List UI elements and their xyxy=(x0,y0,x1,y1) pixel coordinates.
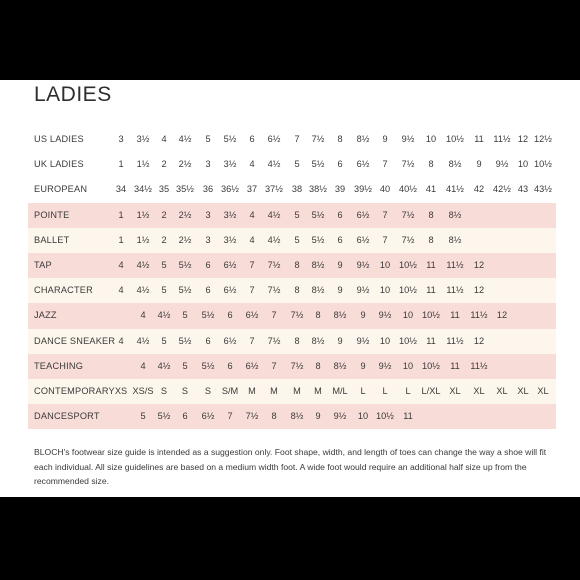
size-cell: 12 xyxy=(496,310,508,321)
table-row xyxy=(28,127,556,152)
size-cell: 6 xyxy=(227,360,233,371)
size-cell: 7½ xyxy=(401,209,415,220)
size-cell: 2½ xyxy=(178,159,192,170)
size-cell: 5½ xyxy=(311,209,325,220)
size-cell: 5½ xyxy=(311,234,325,245)
size-cell: 41½ xyxy=(446,184,464,195)
size-cell: 1 xyxy=(118,234,124,245)
size-cell: 3 xyxy=(118,134,124,144)
size-cell: 7½ xyxy=(290,310,304,321)
size-cell: 2½ xyxy=(178,209,192,220)
row-label: TEACHING xyxy=(34,360,84,371)
size-cell: 1½ xyxy=(136,159,150,170)
size-cell: 41 xyxy=(425,184,437,195)
size-cell: 10½ xyxy=(376,411,394,422)
size-cell: 8½ xyxy=(448,209,462,220)
size-cell: 5 xyxy=(140,411,146,422)
size-cell: 6 xyxy=(337,159,343,170)
size-cell: 7½ xyxy=(267,285,281,296)
size-cell: 4 xyxy=(140,360,146,371)
size-cell: 4½ xyxy=(157,310,171,321)
size-cell: 5½ xyxy=(201,360,215,371)
size-cell: 10 xyxy=(425,134,437,144)
size-cell: 8 xyxy=(428,234,434,245)
size-cell: 11½ xyxy=(446,259,464,270)
size-cell: S xyxy=(181,385,189,396)
size-cell: 34 xyxy=(115,184,127,195)
size-cell: 6½ xyxy=(245,310,259,321)
size-cell: 7½ xyxy=(267,259,281,270)
size-cell: 3½ xyxy=(223,234,237,245)
size-table xyxy=(28,127,556,429)
table-row xyxy=(28,329,556,354)
size-cell: 8 xyxy=(428,159,434,170)
size-cell: 4 xyxy=(249,234,255,245)
size-cell: 6 xyxy=(205,335,211,346)
size-cell: XS/S xyxy=(132,385,154,396)
size-cell: 11 xyxy=(426,259,436,270)
size-cell: 7 xyxy=(382,159,388,170)
size-cell: 6 xyxy=(227,310,233,321)
table-row xyxy=(28,278,556,303)
size-cell: 5½ xyxy=(223,134,237,144)
size-cell: 5½ xyxy=(178,259,192,270)
size-cell: 8½ xyxy=(448,159,462,170)
table-row xyxy=(28,253,556,278)
size-cell: 9 xyxy=(337,285,343,296)
size-cell: XL xyxy=(473,385,485,396)
size-cell: 9½ xyxy=(333,411,347,422)
size-cell: 11 xyxy=(450,360,460,371)
size-cell: 39½ xyxy=(354,184,372,195)
size-cell: 10 xyxy=(517,159,529,170)
row-label: DANCESPORT xyxy=(34,411,100,422)
size-cell: 6½ xyxy=(223,335,237,346)
size-cell: 9½ xyxy=(378,360,392,371)
size-cell: L xyxy=(360,385,366,396)
table-row xyxy=(28,303,556,328)
row-label: BALLET xyxy=(34,234,70,245)
size-cell: 4 xyxy=(118,259,124,270)
size-cell: 4 xyxy=(249,159,255,170)
row-label: POINTE xyxy=(34,209,70,220)
size-cell: 10 xyxy=(379,285,391,296)
size-cell: 8 xyxy=(428,209,434,220)
size-cell: 5½ xyxy=(157,411,171,422)
size-cell: 6 xyxy=(205,285,211,296)
size-cell: 7 xyxy=(271,360,277,371)
size-cell: 3 xyxy=(205,209,211,220)
size-cell: 7 xyxy=(271,310,277,321)
size-cell: L xyxy=(382,385,388,396)
size-cell: 6 xyxy=(205,259,211,270)
size-cell: 9 xyxy=(382,134,388,144)
size-cell: 10 xyxy=(379,335,391,346)
size-cell: 11½ xyxy=(446,285,464,296)
size-cell: 11½ xyxy=(470,360,488,371)
size-cell: 3½ xyxy=(223,209,237,220)
size-cell: 7½ xyxy=(245,411,259,422)
size-cell: 4 xyxy=(161,134,167,144)
size-cell: 8 xyxy=(271,411,277,422)
size-cell: 7½ xyxy=(267,335,281,346)
size-cell: 10½ xyxy=(422,360,440,371)
size-cell: 39 xyxy=(334,184,346,195)
size-cell: 6½ xyxy=(245,360,259,371)
size-cell: 2 xyxy=(161,159,167,170)
size-cell: 8½ xyxy=(311,335,325,346)
size-cell: 11 xyxy=(426,285,436,296)
size-cell: 7½ xyxy=(311,134,325,144)
size-cell: 9 xyxy=(360,360,366,371)
size-cell: 38½ xyxy=(309,184,327,195)
size-cell: 7½ xyxy=(401,159,415,170)
size-cell: 9½ xyxy=(401,134,415,144)
size-cell: S xyxy=(160,385,168,396)
size-cell: 7 xyxy=(294,134,300,144)
size-cell: L xyxy=(405,385,411,396)
size-cell: 36 xyxy=(202,184,214,195)
size-cell: 11½ xyxy=(446,335,464,346)
size-cell: 4½ xyxy=(267,159,281,170)
size-cell: 7 xyxy=(249,335,255,346)
table-row xyxy=(28,354,556,379)
size-cell: 35 xyxy=(158,184,170,195)
size-cell: 5½ xyxy=(311,159,325,170)
size-cell: 3 xyxy=(205,159,211,170)
size-cell: 8½ xyxy=(356,134,370,144)
size-cell: 6½ xyxy=(267,134,281,144)
size-cell: 10½ xyxy=(534,159,552,170)
size-cell: 36½ xyxy=(221,184,239,195)
size-cell: M xyxy=(314,385,322,396)
row-label: EUROPEAN xyxy=(34,184,88,195)
size-cell: 7 xyxy=(249,285,255,296)
size-cell: 2½ xyxy=(178,234,192,245)
size-cell: 38 xyxy=(291,184,303,195)
size-cell: 8½ xyxy=(333,310,347,321)
size-cell: 9½ xyxy=(495,159,509,170)
row-label: CHARACTER xyxy=(34,285,93,296)
size-cell: 8 xyxy=(294,259,300,270)
size-cell: 9 xyxy=(337,335,343,346)
size-cell: 7 xyxy=(382,209,388,220)
size-cell: 10 xyxy=(402,360,414,371)
size-guide-note: BLOCH's footwear size guide is intended as a suggestion only. Foot shape, width, and length of toes can change the way a shoe will fit each individual. All size guidelines are based on a medium width foot. A wide foot would require an additional half size up from the recommended size. xyxy=(34,447,547,487)
size-cell: 5 xyxy=(161,259,167,270)
size-cell: 11 xyxy=(450,310,460,321)
size-cell: 12 xyxy=(517,134,529,144)
size-cell: 5 xyxy=(161,335,167,346)
table-row xyxy=(28,203,556,228)
size-cell: 6½ xyxy=(356,234,370,245)
size-cell: 9½ xyxy=(356,259,370,270)
size-cell: M xyxy=(293,385,301,396)
size-cell: 8 xyxy=(337,134,343,144)
size-cell: 7 xyxy=(249,259,255,270)
size-cell: 4½ xyxy=(136,285,150,296)
size-cell: 4½ xyxy=(267,234,281,245)
row-label: DANCE SNEAKER xyxy=(34,335,116,346)
size-cell: 5 xyxy=(161,285,167,296)
size-cell: 11 xyxy=(426,335,436,346)
size-chart-sheet xyxy=(0,80,580,497)
size-cell: XL xyxy=(517,385,529,396)
size-cell: 1 xyxy=(118,209,124,220)
size-cell: M/L xyxy=(332,385,348,396)
size-cell: 12½ xyxy=(534,134,552,144)
size-cell: 9 xyxy=(360,310,366,321)
size-cell: 5 xyxy=(294,234,300,245)
size-cell: 6½ xyxy=(223,285,237,296)
size-cell: 6½ xyxy=(223,259,237,270)
size-cell: 2 xyxy=(161,209,167,220)
size-cell: 12 xyxy=(473,285,485,296)
size-cell: 9 xyxy=(337,259,343,270)
table-row xyxy=(28,152,556,177)
size-cell: 8½ xyxy=(311,259,325,270)
size-cell: 5 xyxy=(182,360,188,371)
size-cell: 10 xyxy=(357,411,369,422)
size-cell: 6½ xyxy=(356,209,370,220)
size-cell: 5 xyxy=(294,159,300,170)
size-cell: 9 xyxy=(315,411,321,422)
size-cell: 5½ xyxy=(201,310,215,321)
table-row xyxy=(28,177,556,202)
row-label: UK LADIES xyxy=(34,159,84,170)
row-label: TAP xyxy=(34,259,52,270)
size-cell: 1½ xyxy=(136,209,150,220)
size-cell: 6 xyxy=(337,234,343,245)
size-cell: 9½ xyxy=(356,285,370,296)
size-cell: 10½ xyxy=(399,259,417,270)
size-cell: 7½ xyxy=(290,360,304,371)
row-label: JAZZ xyxy=(34,310,57,321)
row-label: CONTEMPORARY xyxy=(34,385,115,396)
size-cell: 4½ xyxy=(136,259,150,270)
size-cell: 40½ xyxy=(399,184,417,195)
size-cell: 10½ xyxy=(446,134,464,144)
size-cell: M xyxy=(270,385,278,396)
size-cell: 6 xyxy=(337,209,343,220)
size-cell: 12 xyxy=(473,335,485,346)
size-cell: 8 xyxy=(294,285,300,296)
size-cell: 8 xyxy=(294,335,300,346)
size-cell: XL xyxy=(449,385,461,396)
size-cell: 5 xyxy=(294,209,300,220)
size-cell: 10½ xyxy=(399,285,417,296)
size-cell: 3½ xyxy=(136,134,150,144)
size-cell: 6 xyxy=(249,134,255,144)
size-cell: 5½ xyxy=(178,285,192,296)
size-cell: 11 xyxy=(403,411,413,422)
size-cell: 2 xyxy=(161,234,167,245)
size-cell: 4½ xyxy=(178,134,192,144)
table-row xyxy=(28,404,556,429)
size-cell: 5 xyxy=(205,134,211,144)
row-label: US LADIES xyxy=(34,134,84,144)
size-cell: 8 xyxy=(315,360,321,371)
size-cell: 10½ xyxy=(422,310,440,321)
size-cell: 8 xyxy=(315,310,321,321)
size-cell: 4 xyxy=(118,335,124,346)
size-cell: 8½ xyxy=(333,360,347,371)
size-cell: 11½ xyxy=(470,310,488,321)
size-cell: 3 xyxy=(205,234,211,245)
size-cell: 6½ xyxy=(356,159,370,170)
size-cell: 9½ xyxy=(378,310,392,321)
size-cell: 7½ xyxy=(401,234,415,245)
size-cell: 4½ xyxy=(136,335,150,346)
size-cell: 4 xyxy=(140,310,146,321)
size-cell: 35½ xyxy=(176,184,194,195)
size-cell: 10½ xyxy=(399,335,417,346)
size-cell: 37 xyxy=(246,184,258,195)
size-cell: 8½ xyxy=(448,234,462,245)
size-cell: 1½ xyxy=(136,234,150,245)
table-row xyxy=(28,228,556,253)
size-cell: 9 xyxy=(476,159,482,170)
size-cell: 6 xyxy=(182,411,188,422)
size-cell: 43 xyxy=(517,184,529,195)
size-cell: 1 xyxy=(118,159,124,170)
size-cell: 4 xyxy=(118,285,124,296)
size-cell: 10 xyxy=(402,310,414,321)
size-cell: 3½ xyxy=(223,159,237,170)
size-cell: L/XL xyxy=(421,385,441,396)
table-row xyxy=(28,379,556,404)
size-cell: 42½ xyxy=(493,184,511,195)
size-cell: 8½ xyxy=(290,411,304,422)
size-cell: 12 xyxy=(473,259,485,270)
size-cell: 34½ xyxy=(134,184,152,195)
size-cell: 37½ xyxy=(265,184,283,195)
size-cell: 42 xyxy=(473,184,485,195)
size-cell: 4½ xyxy=(157,360,171,371)
size-cell: 10 xyxy=(379,259,391,270)
size-cell: 40 xyxy=(379,184,391,195)
size-cell: S xyxy=(204,385,212,396)
size-cell: XL xyxy=(496,385,508,396)
size-cell: M xyxy=(248,385,256,396)
size-cell: 11 xyxy=(474,134,484,144)
size-cell: 43½ xyxy=(534,184,552,195)
size-cell: S/M xyxy=(221,385,239,396)
size-cell: 8½ xyxy=(311,285,325,296)
size-cell: 4 xyxy=(249,209,255,220)
size-cell: 11½ xyxy=(493,134,511,144)
size-cell: 7 xyxy=(227,411,233,422)
size-cell: 7 xyxy=(382,234,388,245)
size-cell: 6½ xyxy=(201,411,215,422)
page-title: LADIES xyxy=(34,83,112,106)
size-cell: XL xyxy=(537,385,549,396)
size-cell: 5 xyxy=(182,310,188,321)
size-cell: 5½ xyxy=(178,335,192,346)
size-cell: 9½ xyxy=(356,335,370,346)
size-cell: 4½ xyxy=(267,209,281,220)
size-cell: XS xyxy=(114,385,128,396)
